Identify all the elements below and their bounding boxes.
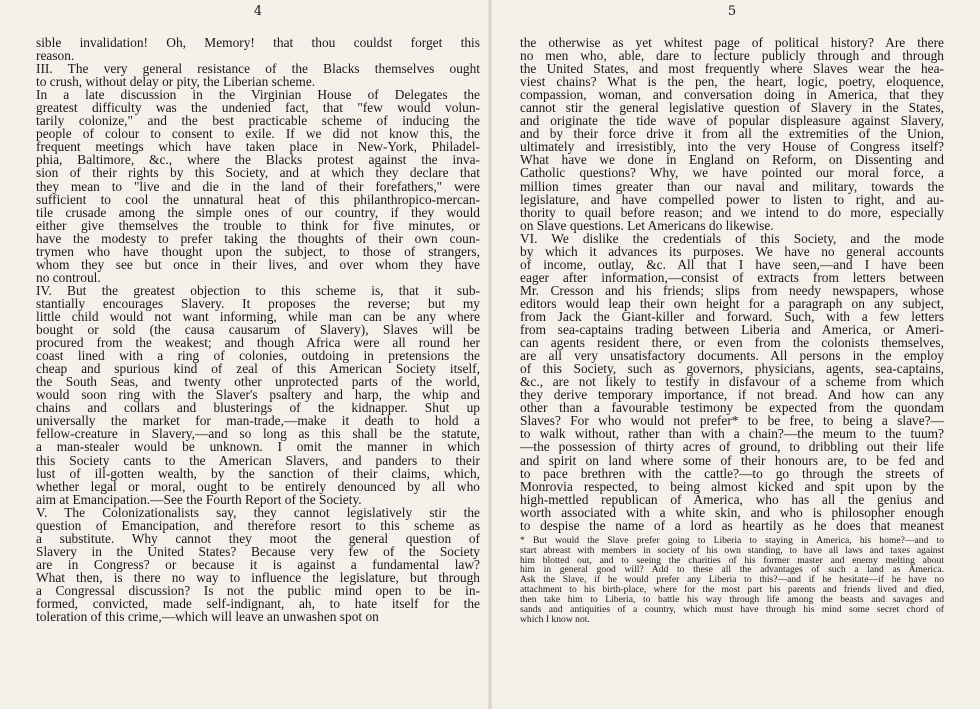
text-line: trymen who have thought upon the subject, to those of strangers, [36,243,480,259]
text-line: and originate the tide wave of popular displeasure against Slavery, [520,113,944,129]
text-line: chains and collars and blusterings of the kidnapper. Shut up [36,400,480,416]
page-number-left: 4 [253,4,263,19]
text-line: would soon ring with the Slaver's psaltery and harp, the whip and [36,387,480,403]
text-line: people of colour to consent to exile. If we did not know this, the [36,126,480,142]
text-line: have the modesty to prefer taking the thoughts of their own coun- [36,230,480,246]
text-line: thority to quail before reason; and we intend to do more, especially [520,204,944,220]
footnote [520,536,944,625]
text-line: reason. [36,48,75,64]
text-line: other than a favourable testimony be expected from the quondam [520,400,944,416]
text-line: are all very unsatisfactory documents. All persons in the employ [520,348,944,364]
text-line: they derive temporary importance, if not bread. And how can any [520,387,944,403]
text-line: cannot stir the general legislative question of Slavery in the States, [520,100,944,116]
text-line: Catholic questions? Why, we have pointed our moral force, a [520,165,944,181]
text-line: compassion, woman, and conversation doing in America, that they [520,87,944,103]
text-line: tile crusade among the simple ones of our country, if they would [36,204,480,220]
text-line: by which it advances its purposes. We have no general accounts [520,243,944,259]
text-line: start abreast with members in society of his own standing, to have all laws and taxes against [520,544,944,556]
text-line: question of Emancipation, and therefore resort to this scheme as [36,517,480,533]
text-line: Monrovia respected, to being almost kicked and spit upon by the [520,478,944,494]
text-line: stantially encourages Slavery. It proposes the reverse; but my [36,295,480,311]
text-line: from Jack the Giant-killer and forward. Such, with a few letters [520,308,944,324]
text-line: greatest difficulty was the undenied fact, that "few would volun- [36,100,480,116]
text-line: sion of their rights by this Society, and at which they declare that [36,165,480,181]
text-line: whether legal or moral, ought to be entirely denounced by all who [36,478,480,494]
text-line: worth associated with a white skin, and who is philosopher enough [520,504,944,520]
text-line: to walk without, rather than with a chain?—the meum to the tuum? [520,426,944,442]
text-line: sands and antiquities of a country, which must have through his mind some secret chord of [520,604,944,616]
text-line: and spirit on land where some of their honours are, to be fed and [520,452,944,468]
text-line: to crush, without delay or pity, the Liberian scheme. [36,74,316,90]
page-number-right: 5 [727,4,737,19]
text-line: viest chains? What is the pen, the heart, logic, poetry, eloquence, [520,74,944,90]
text-line: a man-stealer would be unknown. I omit the manner in which [36,439,480,455]
text-line: of this Society, such as governors, physicians, agents, sea-captains, [520,361,944,377]
text-line: What have we done in England on Reform, on Dissenting and [520,152,944,168]
text-line: phia, Baltimore, &c., where the Blacks protest against the inva- [36,152,480,168]
text-line: are in Congress? or because it is against a fundamental law? [36,556,480,572]
text-line: IV. But the greatest objection to this scheme is, that it sub- [36,282,480,298]
text-line: him blotted out, and to seeing the charities of his former master and enemy melting about [520,554,944,566]
text-line: Mr. Cresson and his friends; slips from needy newspapers, whose [520,282,944,298]
text-line: III. The very general resistance of the Blacks themselves ought [36,61,480,77]
text-line: coast lined with a ring of colonies, outdoing in pretensions the [36,348,480,364]
text-line: frequent meetings which have taken place in New-York, Philadel- [36,139,480,155]
text-line: V. The Colonizationalists say, they cannot legislatively stir the [36,504,480,520]
text-line: high-mettled republican of America, who has all the genius and [520,491,944,507]
text-line: procured from the weakest; and though Africa were all round her [36,335,480,351]
right-page-text [520,36,944,532]
text-line: then take him to Liberia, to battle his way through life among the beasts and savages and [520,594,944,606]
text-line: editors would leap their own height for a paragraph on any subject, [520,295,944,311]
text-line: this Society cants to the American Slavers, and panders to their [36,452,480,468]
text-line: cheap and spurious kind of zeal of this American Society itself, [36,361,480,377]
text-line: the South Seas, and twenty other unprotected parts of the world, [36,374,480,390]
text-line: lust of ill-gotten wealth, by the sanction of their claims, which, [36,465,480,481]
text-line: a Congressal discussion? Is not the public mind open to be in- [36,582,480,598]
text-line: bought or sold (the causa causarum of Slavery), Slaves will be [36,322,480,338]
text-line: the United States, and most frequently where Slaves wear the hea- [520,61,944,77]
text-line: the otherwise as yet whitest page of political history? Are there [520,35,944,50]
text-line: either give themselves the trouble to think for five minutes, or [36,217,480,233]
text-line: —the possession of thirty acres of ground, to dribbling out their life [520,439,944,455]
text-line: sible invalidation! Oh, Memory! that thou couldst forget this [36,35,480,50]
text-line: In a late discussion in the Virginian House of Delegates the [36,87,480,103]
text-line: formed, convicted, made self-indignant, ah, to hate itself for the [36,596,480,612]
text-line: universally the market for man-trade,—make it death to hold a [36,413,480,429]
text-line: toleration of this crime,—which will leave an unwashen spot on [36,609,379,625]
text-line: to pace brethren with the cattle?—to go through the streets of [520,465,944,481]
right-page [490,0,980,709]
text-line: Ask the Slave, if he would prefer any Liberia to this?—and if he hesitate—if he have no [520,574,944,586]
text-line: no controul. [36,269,101,285]
text-line: little child would not want informing, while man can be any where [36,308,480,324]
text-line: of income, outlay, &c. All that I have seen,—and I have been [520,256,944,272]
text-line: * But would the Slave prefer going to Liberia to staying in America, his home?—and to [520,534,944,546]
text-line: no men who, able, dare to lecture publicly through and through [520,48,944,64]
text-line: to despise the name of a lord as heartily as he does that meanest [520,517,944,533]
text-line: eager after information,—consist of extracts from letters between [520,269,944,285]
text-line: What then, is there no way to influence the legislature, but through [36,569,480,585]
text-line: ultimately and irresistibly, into the very House of Congress itself? [520,139,944,155]
text-line: which I know not. [520,613,590,625]
text-line: from sea-captains trading between Liberia and America, or Ameri- [520,322,944,338]
text-line: whom they see but once in their lives, and over whom they have [36,256,480,272]
text-line: &c., are not likely to testify in disfavour of a scheme from which [520,374,944,390]
text-line: Slaves? For who would not prefer* to be free, to being a slave?— [520,413,944,429]
text-line: on Slave questions. Let Americans do likewise. [520,217,774,233]
text-line: aim at Emancipation.—See the Fourth Report of the Society. [36,491,362,507]
text-line: attachment to his birth-place, where for the most part his parents and friends lived and died, [520,584,944,596]
text-line: VI. We dislike the credentials of this Society, and the mode [520,230,944,246]
text-line: sufficient to cool the unnatural heat of this philanthropico-mercan- [36,191,480,207]
text-line: a substitute. Why cannot they moot the general question of [36,530,480,546]
text-line: tarily colonize," and the best practicable scheme of inducing the [36,113,480,129]
text-line: legislature, and have compelled power to listen to right, and au- [520,191,944,207]
text-line: and by their force drive it from all the extremities of the Union, [520,126,944,142]
text-line: million times greater than our naval and military, towards the [520,178,944,194]
text-line: him in general good will? Add to these all the advantages of such a land as America. [520,564,944,576]
text-line: they mean to "live and die in the land of their forefathers," were [36,178,480,194]
text-line: fellow-creature in Slavery,—and so long as this shall be the statute, [36,426,480,442]
left-page-text [36,36,480,623]
text-line: can agents resident there, or even from the colonists themselves, [520,335,944,351]
text-line: Slavery in the United States? Because very few of the Society [36,543,480,559]
